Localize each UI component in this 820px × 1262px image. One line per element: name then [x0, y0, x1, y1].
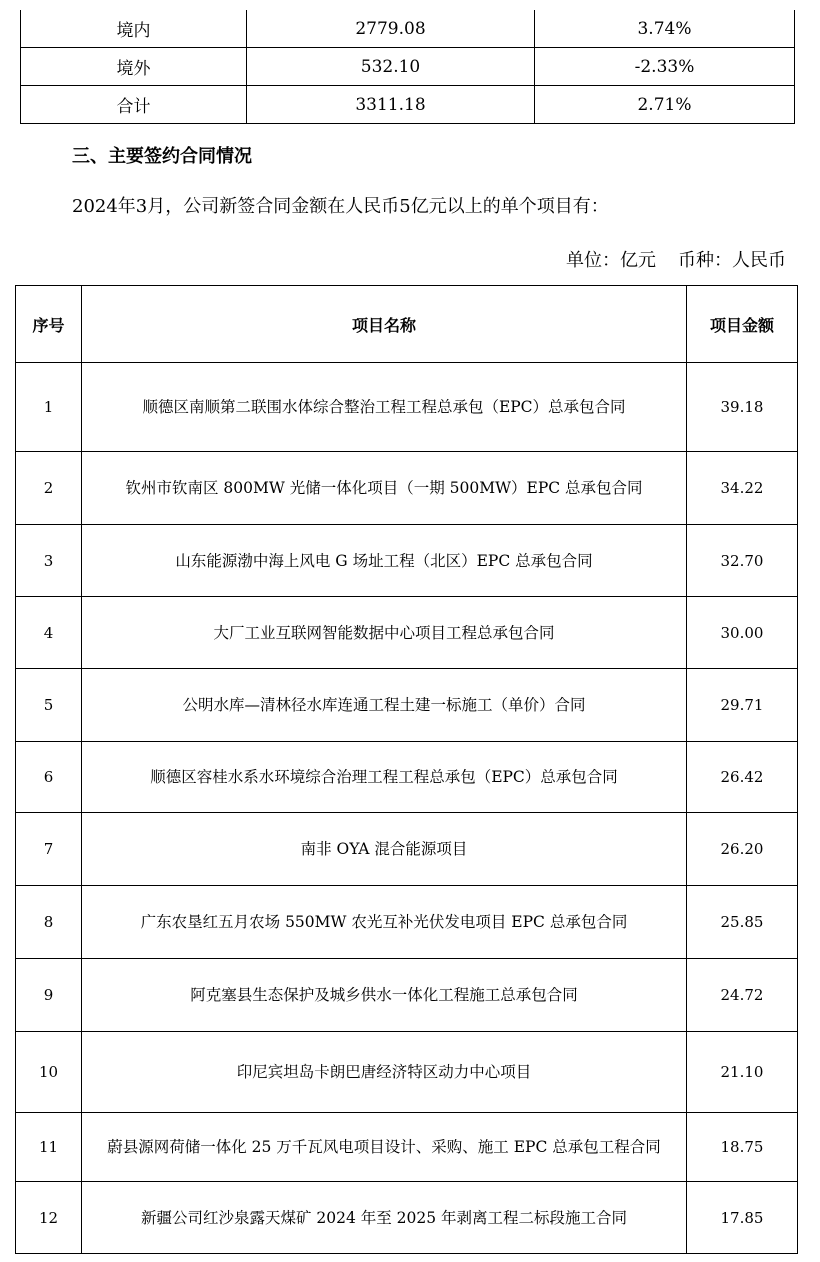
summary-change: -2.33% — [535, 48, 795, 86]
table-row — [16, 1113, 798, 1182]
summary-table — [20, 10, 795, 124]
table-row — [21, 10, 795, 48]
row-name: 印尼宾坦岛卡朗巴唐经济特区动力中心项目 — [82, 1032, 687, 1113]
row-name: 阿克塞县生态保护及城乡供水一体化工程施工总承包合同 — [82, 959, 687, 1032]
table-row — [16, 452, 798, 525]
table-row — [16, 525, 798, 597]
table-header-row — [16, 286, 798, 363]
table-row — [16, 959, 798, 1032]
row-name: 山东能源渤中海上风电 G 场址工程（北区）EPC 总承包合同 — [82, 525, 687, 597]
row-amount: 25.85 — [687, 886, 798, 959]
table-row — [21, 48, 795, 86]
row-name: 广东农垦红五月农场 550MW 农光互补光伏发电项目 EPC 总承包合同 — [82, 886, 687, 959]
row-no: 2 — [16, 452, 82, 525]
table-row — [16, 1182, 798, 1254]
section-title: 三、主要签约合同情况 — [72, 146, 252, 167]
row-name: 顺德区南顺第二联围水体综合整治工程工程总承包（EPC）总承包合同 — [82, 363, 687, 452]
row-no: 5 — [16, 669, 82, 742]
summary-label: 合计 — [21, 86, 247, 124]
row-no: 8 — [16, 886, 82, 959]
section-paragraph: 2024年3月，公司新签合同金额在人民币5亿元以上的单个项目有： — [72, 196, 609, 217]
header-name: 项目名称 — [82, 286, 687, 363]
header-no: 序号 — [16, 286, 82, 363]
row-amount: 32.70 — [687, 525, 798, 597]
summary-amount: 532.10 — [247, 48, 535, 86]
row-amount: 18.75 — [687, 1113, 798, 1182]
summary-change: 3.74% — [535, 10, 795, 48]
row-no: 11 — [16, 1113, 82, 1182]
summary-amount: 2779.08 — [247, 10, 535, 48]
row-name: 南非 OYA 混合能源项目 — [82, 813, 687, 886]
table-row — [21, 86, 795, 124]
summary-label: 境内 — [21, 10, 247, 48]
row-no: 12 — [16, 1182, 82, 1254]
row-no: 4 — [16, 597, 82, 669]
row-name: 钦州市钦南区 800MW 光储一体化项目（一期 500MW）EPC 总承包合同 — [82, 452, 687, 525]
row-no: 6 — [16, 742, 82, 813]
row-amount: 21.10 — [687, 1032, 798, 1113]
summary-label: 境外 — [21, 48, 247, 86]
table-row — [16, 669, 798, 742]
row-name: 新疆公司红沙泉露天煤矿 2024 年至 2025 年剥离工程二标段施工合同 — [82, 1182, 687, 1254]
row-amount: 29.71 — [687, 669, 798, 742]
unit-note — [566, 247, 786, 275]
row-name: 公明水库—清林径水库连通工程土建一标施工（单价）合同 — [82, 669, 687, 742]
table-row — [16, 813, 798, 886]
row-no: 9 — [16, 959, 82, 1032]
table-row — [16, 886, 798, 959]
contracts-table — [15, 285, 798, 1254]
unit-label: 单位：亿元 — [566, 250, 656, 271]
currency-label: 币种：人民币 — [678, 250, 786, 271]
row-no: 7 — [16, 813, 82, 886]
row-name: 大厂工业互联网智能数据中心项目工程总承包合同 — [82, 597, 687, 669]
header-amount: 项目金额 — [687, 286, 798, 363]
row-amount: 26.42 — [687, 742, 798, 813]
row-amount: 34.22 — [687, 452, 798, 525]
table-row — [16, 1032, 798, 1113]
row-no: 3 — [16, 525, 82, 597]
row-name: 蔚县源网荷储一体化 25 万千瓦风电项目设计、采购、施工 EPC 总承包工程合同 — [82, 1113, 687, 1182]
row-no: 10 — [16, 1032, 82, 1113]
row-amount: 39.18 — [687, 363, 798, 452]
summary-change: 2.71% — [535, 86, 795, 124]
row-no: 1 — [16, 363, 82, 452]
summary-amount: 3311.18 — [247, 86, 535, 124]
row-amount: 30.00 — [687, 597, 798, 669]
row-amount: 24.72 — [687, 959, 798, 1032]
table-row — [16, 597, 798, 669]
table-row — [16, 742, 798, 813]
row-name: 顺德区容桂水系水环境综合治理工程工程总承包（EPC）总承包合同 — [82, 742, 687, 813]
row-amount: 17.85 — [687, 1182, 798, 1254]
row-amount: 26.20 — [687, 813, 798, 886]
table-row — [16, 363, 798, 452]
